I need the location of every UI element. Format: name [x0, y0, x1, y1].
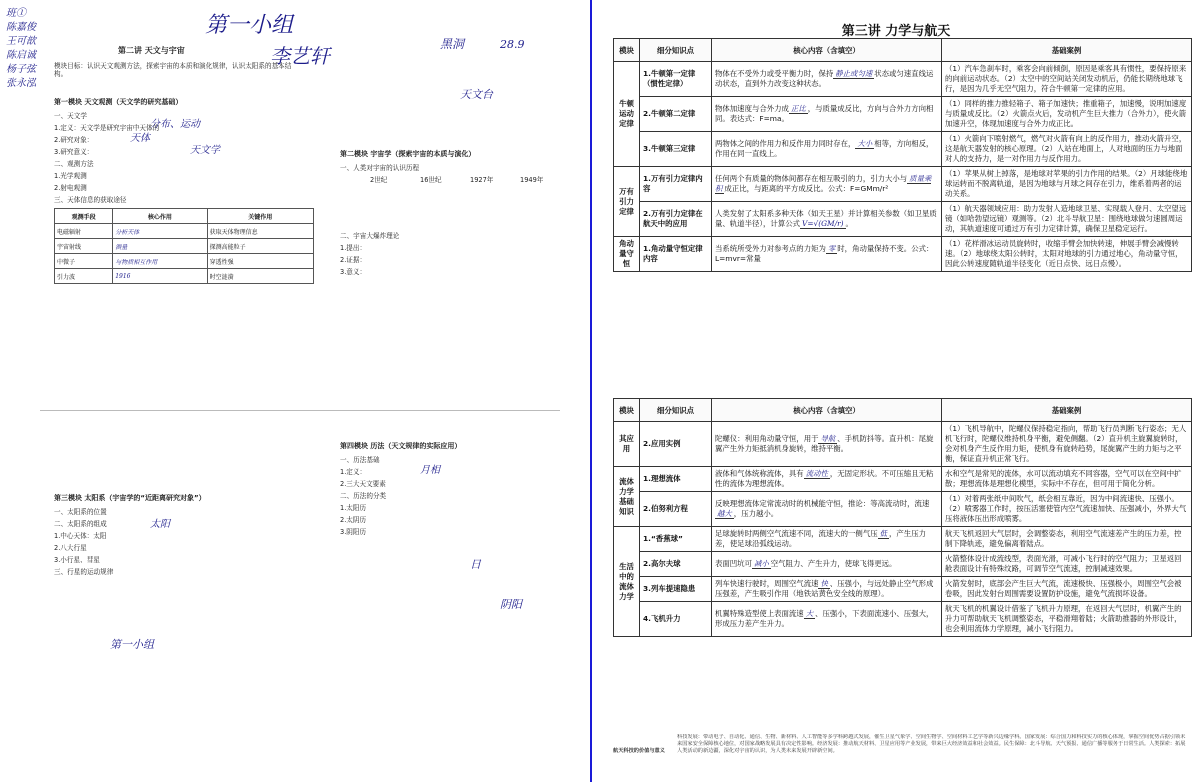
handwritten-fill: 大	[805, 609, 814, 618]
m1-line-1: 一、天文学	[54, 112, 87, 120]
table-row	[614, 237, 1192, 272]
th-2: 核心作用	[113, 209, 207, 224]
cell: 与物质相互作用	[113, 254, 207, 269]
m2-line-3: 1.提出：	[340, 244, 367, 252]
case-cell: （1）同样的推力推轻箱子、箱子加速快；推重箱子，加速慢，说明加速度与质量成反比。（2）火箭点火后，发动机产生巨大推力（合外力），使火箭加速升空，体现加速度与合外力成正比。	[942, 97, 1192, 132]
corner-name-6: 张永泓	[6, 78, 36, 89]
point-cell: 3.列车提速隐患	[640, 577, 712, 602]
module-cell: 牛顿运动定律	[614, 62, 640, 167]
cell: 获取天体物理信息	[207, 224, 313, 239]
module-cell: 万有引力定律	[614, 167, 640, 237]
core-text-tail: 时，角动量保持不变。公式：L=mvr=常量	[715, 244, 934, 263]
handwritten-fill: 流动性	[805, 469, 828, 478]
table-row	[614, 577, 1192, 602]
header-case: 基础案例	[942, 39, 1192, 62]
m4-line-6: 2.太阴历	[340, 516, 367, 524]
header-point: 细分知识点	[640, 399, 712, 422]
year-1: 2世纪	[370, 176, 388, 184]
corner-name-1: 班①	[6, 8, 26, 19]
core-cell	[712, 492, 942, 527]
cell: 1916	[113, 269, 207, 284]
hand-answer-2: 28.9	[500, 38, 525, 51]
right-worksheet	[593, 0, 1199, 782]
cell: 探测高能粒子	[207, 239, 313, 254]
core-text: 列车快速行驶时，周围空气流速	[715, 579, 819, 588]
core-cell	[712, 422, 942, 467]
m1-line-8: 三、天体信息的获取途径	[54, 196, 127, 204]
core-cell	[712, 237, 942, 272]
core-cell	[712, 202, 942, 237]
module-cell: 其应用	[614, 422, 640, 467]
corner-name-4: 陈启诚	[6, 50, 36, 61]
point-cell: 2.万有引力定律在航天中的应用	[640, 202, 712, 237]
table-row	[614, 202, 1192, 237]
cell: 穿透性强	[207, 254, 313, 269]
case-cell: 水和空气是常见的流体，水可以流动填充不同容器，空气可以在空间中扩散；理想流体是理想化模型，实际中不存在，但可用于简化分析。	[942, 467, 1192, 492]
m1-line-3: 2.研究对象：	[54, 136, 94, 144]
m2-line-5: 3.意义：	[340, 268, 367, 276]
m3-line-4: 2.八大行星	[54, 544, 87, 552]
module-cell: 角动量守恒	[614, 237, 640, 272]
core-text: 机翼特殊造型使上表面流速	[715, 609, 804, 618]
handwritten-fill: 快	[820, 579, 828, 588]
year-4: 1949年	[520, 176, 544, 184]
handwritten-fill: 导航	[820, 434, 836, 443]
point-cell: 1.理想流体	[640, 467, 712, 492]
hand-answer-4: 太阳	[150, 519, 170, 530]
core-cell	[712, 62, 942, 97]
core-text: 物体在不受外力或受平衡力时，保持	[715, 69, 834, 78]
handwritten-fill: 正比	[790, 104, 806, 113]
cell: 分析天体	[113, 224, 207, 239]
module3-heading: 第三模块 太阳系（宇宙学的“近距离研究对象”）	[54, 494, 206, 502]
table-row	[614, 467, 1192, 492]
core-text-tail: 相等，方向相反，作用在同一直线上。	[715, 139, 934, 158]
table-row	[614, 167, 1192, 202]
m4-line-7: 3.阴阳历	[340, 528, 367, 536]
year-2: 16世纪	[420, 176, 442, 184]
header-module: 模块	[614, 399, 640, 422]
core-text: 人类发射了太阳系多种天体（如天王星）并计算相关参数（如卫星质量、轨道半径），计算公式	[715, 209, 937, 228]
m1-line-4: 3.研究意义：	[54, 148, 94, 156]
footer-label: 航天科技的价值与意义	[613, 748, 665, 754]
m3-line-1: 一、太阳系的位置	[54, 508, 107, 516]
cell: 宇宙射线	[55, 239, 113, 254]
signature: 李艺轩	[270, 44, 330, 68]
core-text: 反映理想流体定常流动时的机械能守恒，推论：等高流动时，流速	[715, 499, 930, 508]
cell: 时空涟漪	[207, 269, 313, 284]
core-text: 任何两个有质量的物体间都存在相互吸引的力，引力大小与	[715, 174, 908, 183]
table-row	[614, 602, 1192, 637]
core-text: 两物体之间的作用力和反作用力同时存在，	[715, 139, 856, 148]
corner-name-5: 杨子弦	[6, 64, 36, 75]
cell: 中微子	[55, 254, 113, 269]
point-cell: 3.牛顿第三定律	[640, 132, 712, 167]
module-cell: 流体力学基础知识	[614, 467, 640, 527]
table-row	[614, 97, 1192, 132]
handwritten-fill: 越大	[717, 509, 732, 518]
core-cell	[712, 552, 942, 577]
header-case: 基础案例	[942, 399, 1192, 422]
table-row	[614, 132, 1192, 167]
module4-heading: 第四模块 历法（天文规律的实际应用）	[340, 442, 462, 450]
point-cell: 2.牛顿第二定律	[640, 97, 712, 132]
table-row	[614, 552, 1192, 577]
case-cell: （1）航天器领域应用：助力发射人造地球卫星、实现载人登月、太空望远镜（如哈勃望远镜）观测等。（2）北斗导航卫星：围绕地球做匀速圆周运动，其轨道速度可通过万有引力定律计算，确保卫星稳定运行。	[942, 202, 1192, 237]
m1-answer-2: 天体	[130, 133, 150, 144]
m2-line-2: 二、宇宙大爆炸理论	[340, 232, 400, 240]
case-cell: （1）火箭向下喷射燃气，燃气对火箭有向上的反作用力，推动火箭升空，这是航天器发射的核心原理。（2）人站在地面上，人对地面的压力与地面对人的支持力，是一对作用力与反作用力。	[942, 132, 1192, 167]
case-cell: （1）汽车急刹车时，乘客会向前倾倒，原因是乘客具有惯性，要保持原来的向前运动状态。（2）太空中的空间站关闭发动机后，仍能长期绕地球飞行，是因为几乎无空气阻力，符合牛顿第一定律的应用。	[942, 62, 1192, 97]
m1-line-2: 1.定义：天文学是研究宇宙中天体的	[54, 124, 160, 132]
m3-line-3: 1.中心天体：太阳	[54, 532, 107, 540]
m3-line-2: 二、太阳系的组成	[54, 520, 107, 528]
core-cell	[712, 167, 942, 202]
core-text: 足球旋转时两侧空气流速不同，流速大的一侧气压	[715, 529, 878, 538]
lecture-title: 第二讲 天文与宇宙	[118, 46, 185, 55]
year-3: 1927年	[470, 176, 494, 184]
fluid-table	[613, 398, 1192, 637]
m4-line-2: 1.定义：	[340, 468, 367, 476]
point-cell: 2.应用实例	[640, 422, 712, 467]
hand-answer-8: 第一小组	[110, 638, 154, 651]
cell: 引力波	[55, 269, 113, 284]
core-text-tail: 状态或匀速直线运动状态，直到外力改变这种状态。	[715, 69, 934, 88]
hand-answer-3: 天文台	[460, 88, 493, 101]
th-1: 观测手段	[55, 209, 113, 224]
core-text: 表面凹坑可	[715, 559, 752, 568]
m4-line-5: 1.太阳历	[340, 504, 367, 512]
lecture3-title: 第三讲 力学与航天	[841, 24, 951, 39]
core-text-tail: 、压强小，下表面流速小、压强大，形成压力差产生升力。	[715, 609, 934, 628]
core-text-tail: ，无固定形状。不可压缩且无粘性的流体为理想流体。	[715, 469, 934, 488]
case-cell: （1）花样滑冰运动员旋转时，收缩手臂会加快转速，伸展手臂会减慢转速。（2）地球绕太阳公转时，太阳对地球的引力通过地心，角动量守恒，因此公转速度随轨道半径变化（近日点快、远日点慢）。	[942, 237, 1192, 272]
case-cell: 航天飞机返回大气层时，会调整姿态，利用空气流速差产生的压力差，控制下降轨迹，避免偏离着陆点。	[942, 527, 1192, 552]
m4-line-4: 二、历法的分类	[340, 492, 387, 500]
m3-line-5: 3.小行星、彗星	[54, 556, 100, 564]
handwritten-fill: 零	[827, 244, 836, 253]
handwritten-fill: 静止或匀速	[835, 69, 873, 78]
core-text-tail: ，压力越小。	[733, 509, 779, 518]
point-cell: 1.“香蕉球”	[640, 527, 712, 552]
module2-heading: 第二模块 宇宙学（探索宇宙的本质与演化）	[340, 150, 476, 158]
case-cell: （1）苹果从树上掉落，是地球对苹果的引力作用的结果。（2）月球能绕地球运转而不脱离轨道，是因为地球与月球之间存在引力，维系着两者的运动关系。	[942, 167, 1192, 202]
module-cell: 生活中的流体力学	[614, 527, 640, 637]
core-text: 当系统所受外力对参考点的力矩为	[715, 244, 826, 253]
core-text-tail: 、压强小，与远处静止空气形成压强差，产生吸引作用（地铁站黄色安全线的原理）。	[715, 579, 934, 598]
core-cell	[712, 527, 942, 552]
core-text: 物体加速度与合外力成	[715, 104, 789, 113]
case-cell: （1）对着两张纸中间吹气，纸会相互靠近，因为中间流速快、压强小。（2）喷雾器工作时，按压活塞使管内空气流速加快、压强减小，外界大气压将液体压出形成喷雾。	[942, 492, 1192, 527]
group-note: 第一小组	[205, 13, 294, 38]
handwritten-fill: V=√(GM/r)	[802, 219, 844, 228]
point-cell: 4.飞机升力	[640, 602, 712, 637]
case-cell: （1）飞机导航中，陀螺仪保持稳定指向，帮助飞行员判断飞行姿态；无人机飞行时，陀螺仪维持机身平衡，避免侧翻。（2）直升机主旋翼旋转时，会对机身产生反作用力矩，使机身有旋转趋势，尾旋翼产生的力矩与之平衡，保证直升机正常飞行。	[942, 422, 1192, 467]
m3-line-6: 三、行星的运动规律	[54, 568, 114, 576]
core-cell	[712, 467, 942, 492]
case-cell: 火箭整体设计成流线型，表面光滑，可减小飞行时的空气阻力；卫星返回舱表面设计有特殊纹路，可调节空气流速，控制减速效果。	[942, 552, 1192, 577]
m2-line-1: 一、人类对宇宙的认识历程	[340, 164, 420, 172]
m4-line-3: 2.三大天文要素	[340, 480, 386, 488]
core-text-tail: 空气阻力、产生升力，使球飞得更远。	[770, 559, 897, 568]
objective: 模块目标：认识天文观测方法，探索宇宙的本质和演化规律，认识太阳系的基本结构。	[54, 62, 292, 78]
point-cell: 1.牛顿第一定律（惯性定律）	[640, 62, 712, 97]
corner-name-2: 陈嘉俊	[6, 22, 36, 33]
hand-answer-6: 日	[470, 558, 481, 571]
point-cell: 2.高尔夫球	[640, 552, 712, 577]
m1-line-5: 二、观测方法	[54, 160, 94, 168]
left-worksheet	[0, 0, 592, 782]
core-cell	[712, 602, 942, 637]
m1-answer-1: 分布、运动	[150, 119, 200, 130]
m2-line-4: 2.证据：	[340, 256, 367, 264]
core-cell	[712, 97, 942, 132]
core-text-tail: 、手机防抖等。直升机：尾旋翼产生外力矩抵消机身旋转，维持平衡。	[715, 434, 934, 453]
observation-table	[54, 208, 314, 284]
handwritten-fill: 大小	[857, 139, 873, 148]
point-cell: 2.伯努利方程	[640, 492, 712, 527]
core-text-tail: 。	[845, 219, 853, 228]
hand-answer-7: 阴阳	[500, 598, 522, 611]
hand-answer-1: 黑洞	[440, 37, 465, 51]
core-text-tail: ，与质量成反比，方向与合外力方向相同。表达式：F=ma。	[715, 104, 934, 123]
hand-answer-5: 月相	[420, 465, 440, 476]
header-module: 模块	[614, 39, 640, 62]
header-point: 细分知识点	[640, 39, 712, 62]
table-row	[614, 62, 1192, 97]
cell: 电磁辐射	[55, 224, 113, 239]
table-row	[614, 527, 1192, 552]
handwritten-fill: 质量乘积	[715, 174, 932, 193]
mechanics-table	[613, 38, 1192, 272]
module1-heading: 第一模块 天文观测（天文学的研究基础）	[54, 98, 183, 106]
m1-answer-3: 天文学	[190, 145, 220, 156]
header-core: 核心内容（含填空）	[712, 39, 942, 62]
m1-line-6: 1.光学观测	[54, 172, 87, 180]
handwritten-fill: 低	[879, 529, 888, 538]
footer-text: 科技发展：带动电子、自动化、通信、生物、新材料、人工智能等多学科跨越式发展，催生卫星气象学、空间生物学、空间材料工艺学等新兴边缘学科。国家发展：综合国力和科技实力的核心体现，掌握空间优势占据引领未来国家安全保障核心地位，对国家战略发展具有决定性影响。经济发展：推动航天材料、卫星应用等产业发展，带来巨大经济效益和社会效益。民生保障：北斗导航、天气预报、通信广播等服务于日常生活。人类探索：拓展人类活动的新边疆，深化对宇宙的认识，为人类未来发展开辟新空间。	[677, 734, 1186, 754]
m4-line-1: 一、历法基础	[340, 456, 380, 464]
point-cell: 1.角动量守恒定律内容	[640, 237, 712, 272]
th-3: 关键作用	[207, 209, 313, 224]
core-text: 液体和气体统称流体，具有	[715, 469, 804, 478]
header-core: 核心内容（含填空）	[712, 399, 942, 422]
corner-name-3: 王可歆	[6, 36, 36, 47]
case-cell: 火箭发射时，底部会产生巨大气流，流速极快、压强极小，周围空气会被卷吸，因此发射台周围需要设置防护设施，避免气流损坏设备。	[942, 577, 1192, 602]
core-cell	[712, 132, 942, 167]
handwritten-fill: 减小	[753, 559, 769, 568]
point-cell: 1.万有引力定律内容	[640, 167, 712, 202]
divider	[40, 410, 560, 411]
core-text: 陀螺仪：利用角动量守恒，用于	[715, 434, 819, 443]
core-text-tail: ，产生压力差，使足球沿弧线运动。	[715, 529, 926, 548]
table-row	[614, 492, 1192, 527]
cell: 测量	[113, 239, 207, 254]
m1-line-7: 2.射电观测	[54, 184, 87, 192]
core-text-tail: 成正比，与距离的平方成反比。公式：F=GMm/r²	[724, 184, 889, 193]
case-cell: 航天飞机的机翼设计借鉴了飞机升力原理，在返回大气层时，机翼产生的升力可帮助航天飞机调整姿态，平稳滑翔着陆；火箭助推器的外形设计，也会利用流体力学原理，减小飞行阻力。	[942, 602, 1192, 637]
core-cell	[712, 577, 942, 602]
value-footer	[613, 734, 1191, 776]
table-row	[614, 422, 1192, 467]
